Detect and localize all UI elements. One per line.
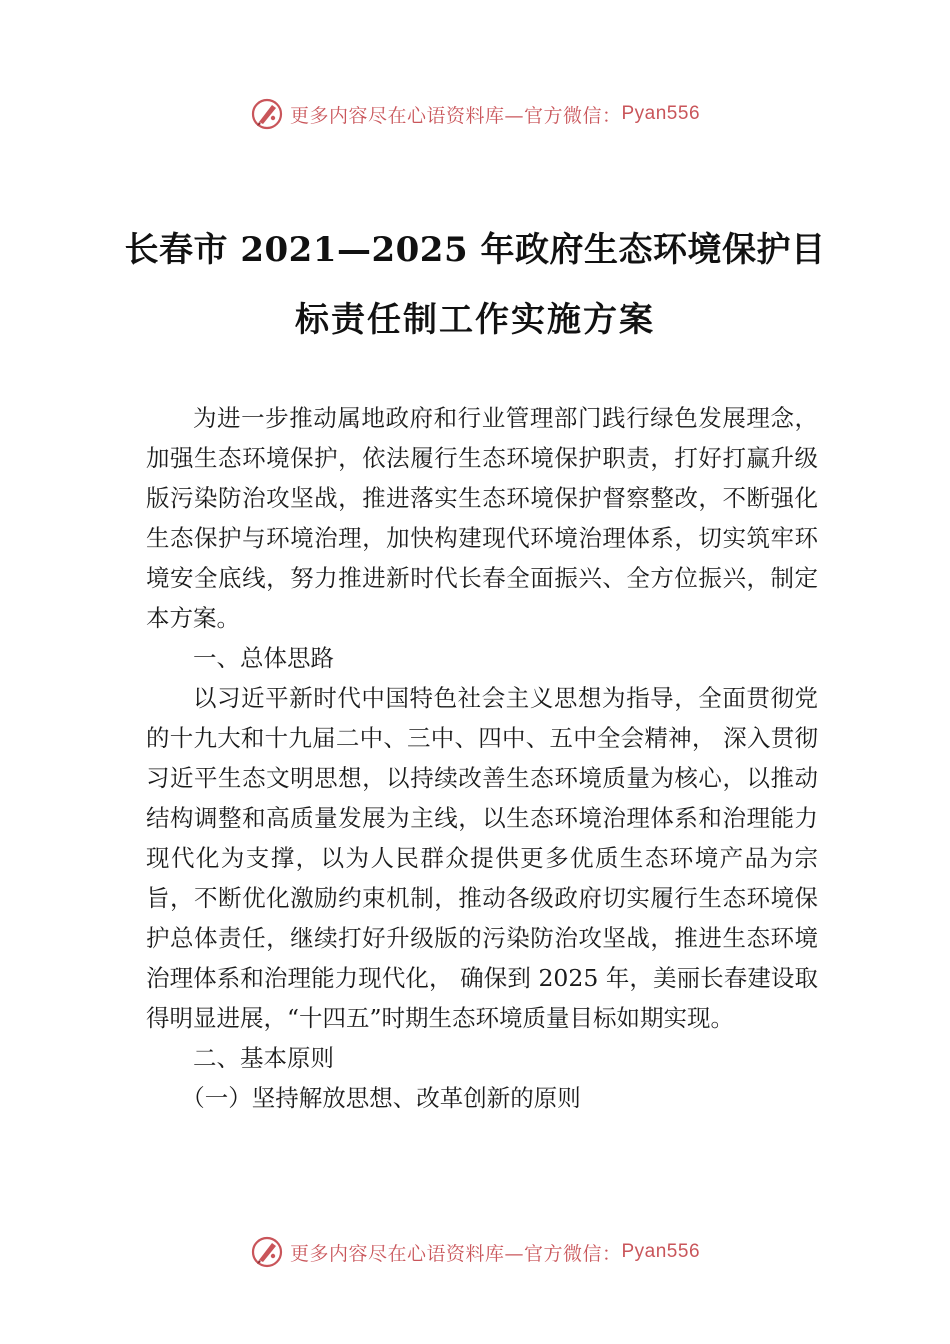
subsection-heading-principle-1: （一）坚持解放思想、改革创新的原则 [181,1084,581,1112]
footer-banner[interactable] [0,1232,950,1272]
header-banner[interactable] [0,94,950,134]
pen-logo-icon [250,97,284,131]
overall-approach-paragraph: 以习近平新时代中国特色社会主义思想为指导，全面贯彻党的十九大和十九届二中、三中、四中、五中全会精神， 深入贯彻习近平生态文明思想，以持续改善生态环境质量为核心，以推动结构调整和高质量发展为主线，以生态环境治理体系和治理能力现代化为支撑，以为人民群众提供更多优质生态环境产品为宗旨，不断优化激励约束机制，推动各级政府切实履行生态环境保护总体责任，继续打好升级版的污染防治攻坚战，推进生态环境治理体系和治理能力现代化， 确保到 2025 年，美丽长春建设取得明显进展，“十四五”时期生态环境质量目标如期实现。 [146,684,818,1032]
banner-wechat-id: Pyan556 [621,103,701,124]
pen-logo-icon [250,1235,284,1269]
banner-text: 更多内容尽在心语资料库—官方微信： [289,1242,622,1265]
document-title-line-1: 长春市 2021—2025 年政府生态环境保护目 [124,230,826,270]
banner-wechat-id: Pyan556 [621,1241,701,1262]
document-body [146,398,818,1118]
banner-text: 更多内容尽在心语资料库—官方微信： [289,104,622,127]
document-title-line-2: 标责任制工作实施方案 [295,300,655,340]
section-heading-basic-principles: 二、基本原则 [193,1044,334,1072]
section-heading-overall-approach: 一、总体思路 [193,644,334,672]
intro-paragraph: 为进一步推动属地政府和行业管理部门践行绿色发展理念，加强生态环境保护，依法履行生态环境保护职责，打好打赢升级版污染防治攻坚战，推进落实生态环境保护督察整改，不断强化生态保护与环境治理，加快构建现代环境治理体系，切实筑牢环境安全底线，努力推进新时代长春全面振兴、全方位振兴，制定本方案。 [146,404,818,632]
